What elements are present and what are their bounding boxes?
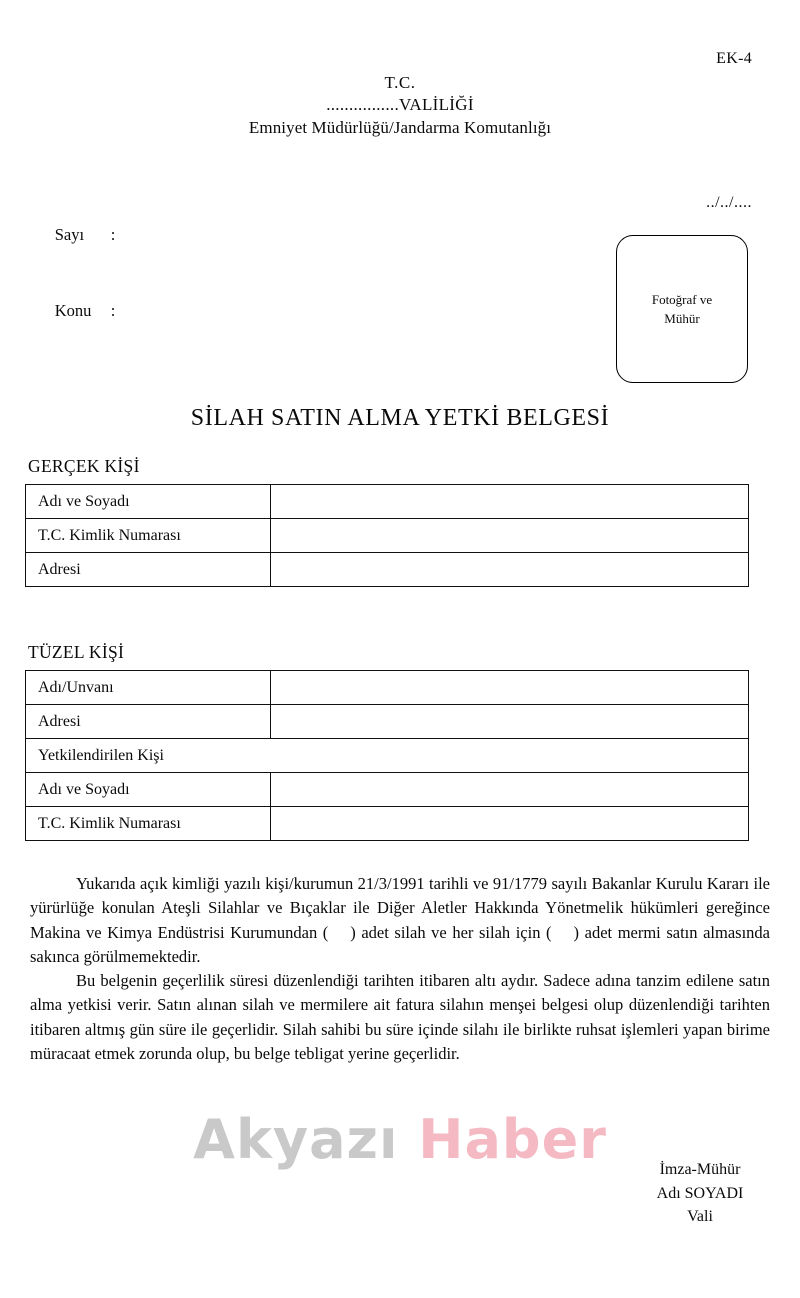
section-heading-legal-entity: TÜZEL KİŞİ (28, 642, 125, 662)
section-heading-natural-person: GERÇEK KİŞİ (28, 456, 140, 476)
meta-value-konu: : (110, 301, 116, 321)
field-label: Adı/Unvanı (26, 671, 271, 705)
field-label: Adı ve Soyadı (26, 773, 271, 807)
watermark-secondary: Haber (418, 1108, 607, 1171)
meta-label-sayi: Sayı (54, 224, 85, 244)
table-row (26, 705, 749, 739)
date-placeholder: ../../.... (706, 194, 752, 211)
field-value[interactable] (271, 553, 749, 587)
page-title: SİLAH SATIN ALMA YETKİ BELGESİ (190, 405, 610, 431)
table-row (26, 485, 749, 519)
annex-label: EK-4 (716, 50, 752, 67)
field-value[interactable] (271, 671, 749, 705)
field-label: Adresi (26, 553, 271, 587)
body-paragraph-1 (30, 872, 770, 969)
signature-line-name: Adı SOYADI (656, 1184, 744, 1202)
body-paragraph-2: Bu belgenin geçerlilik süresi düzenlendiği tarihten itibaren altı aydır. Sadece adına tanzim edilene satın alma yetkisi verir. Satın alınan silah ve mermilere ait fatura silahın menşei belgesi olup düzenlendiği tarihten itibaren altmış gün süre ile geçerlidir. Silah sahibi bu süre içinde silahı ile birlikte ruhsat işlemleri yapan birime müracaat etmek zorunda olup, bu belge tebligat yerine geçerlidir. (30, 971, 770, 1063)
field-value[interactable] (271, 519, 749, 553)
field-label: T.C. Kimlik Numarası (26, 519, 271, 553)
photo-and-seal-box (616, 235, 748, 383)
field-label: Adresi (26, 705, 271, 739)
body-paragraph-1-part-1: Yukarıda açık kimliği yazılı kişi/kurumun 21/3/1991 tarihli ve 91/1779 sayılı Bakanlar Kurulu Kararı ile yürürlüğe konulan Ateşli Silahlar ve Bıçaklar ile Diğer Aletler Hakkında Yönetmelik hükümleri gereğince Makina ve Kimya Endüstrisi Kurumundan ( (30, 874, 770, 942)
body-paragraph-1-part-3: ) adet mermi satın almasında sakınca görülmemektedir. (30, 922, 770, 966)
body-paragraph-1-part-2: ) adet silah ve her silah için ( (350, 922, 552, 942)
meta-label-konu: Konu (54, 301, 92, 321)
photo-box-line-1: Fotoğraf ve (651, 291, 713, 307)
table-row (26, 773, 749, 807)
table-row (26, 671, 749, 705)
field-value[interactable] (271, 807, 749, 841)
header-line-unit: Emniyet Müdürlüğü/Jandarma Komutanlığı (248, 117, 552, 137)
table-legal-entity (25, 670, 749, 841)
table-natural-person (25, 484, 749, 587)
field-value[interactable] (271, 705, 749, 739)
signature-line-seal: İmza-Mühür (659, 1161, 741, 1178)
signature-line-title: Vali (687, 1208, 713, 1226)
header-line-republic: T.C. (384, 73, 416, 92)
signature-block (620, 1158, 780, 1229)
field-value[interactable] (271, 485, 749, 519)
meta-value-sayi: : (110, 224, 116, 244)
document-header (0, 72, 800, 139)
watermark-primary: Akyazı (193, 1108, 399, 1171)
table-row (26, 807, 749, 841)
field-value[interactable] (271, 773, 749, 807)
document-meta (30, 196, 115, 349)
table-row (26, 739, 749, 773)
field-label: Adı ve Soyadı (26, 485, 271, 519)
meta-row-konu (30, 273, 115, 350)
field-label: T.C. Kimlik Numarası (26, 807, 271, 841)
body-text (30, 872, 770, 1066)
field-label-subheading: Yetkilendirilen Kişi (26, 739, 749, 773)
table-row (26, 519, 749, 553)
meta-row-sayi (30, 196, 115, 273)
table-row (26, 553, 749, 587)
header-line-governorship: ................VALİLİĞİ (326, 95, 474, 115)
photo-box-line-2: Mühür (664, 311, 700, 326)
